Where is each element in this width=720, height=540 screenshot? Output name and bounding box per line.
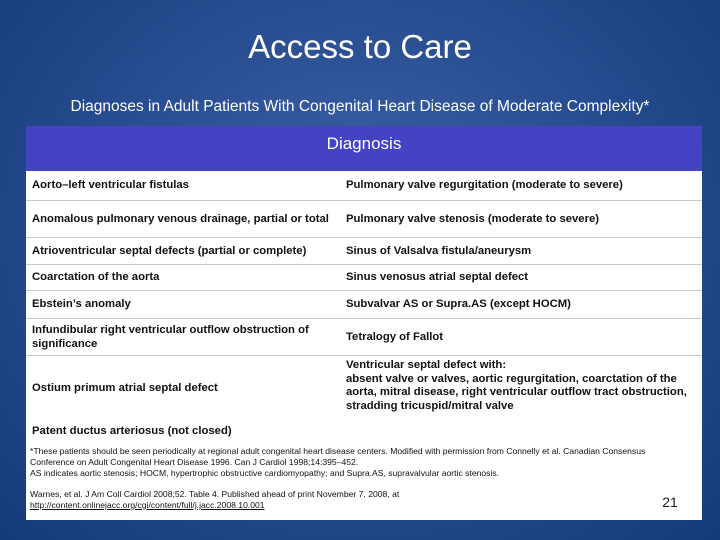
footnote-abbreviations: AS indicates aortic stenosis; HOCM, hypertrophic obstructive cardiomyopathy; and Supra.AS, supravalvular aortic stenosis. [30,468,500,478]
diagnosis-cell: Coarctation of the aorta [32,271,160,284]
citation-text: Warnes, et al. J Am Coll Cardiol 2008;52. Table 4. Published ahead of print November 7, 2008, at [30,489,400,499]
table-row [26,171,702,200]
diagnosis-cell: Subvalvar AS or Supra.AS (except HOCM) [346,298,571,311]
citation [30,489,590,511]
diagnosis-cell: Atrioventricular septal defects (partial or complete) [32,244,307,257]
table-row [26,264,702,291]
diagnosis-cell: Ostium primum atrial septal defect [32,381,218,394]
diagnosis-cell: Anomalous pulmonary venous drainage, partial or total [32,212,329,225]
page-number: 21 [662,494,678,510]
vsd-details: absent valve or valves, aortic regurgitation, coarctation of the aorta, mitral disease, right ventricular outflow tract obstruction, stradding tricuspid/mitral valve [346,372,687,412]
diagnosis-cell: Sinus of Valsalva fistula/aneurysm [346,244,532,257]
footnote-line: *These patients should be seen periodically at regional adult congenital heart disease centers. Modified with permission from Connelly et al. Canadian Consensus Conference on Adult Congenital Heart Disease 1996. Can J Cardiol 1998;14:395–452. [30,446,646,467]
footnote-area [26,444,702,520]
diagnosis-cell: Pulmonary valve stenosis (moderate to severe) [346,212,600,225]
table-caption: Diagnoses in Adult Patients With Congenital Heart Disease of Moderate Complexity* [70,98,650,115]
diagnosis-cell: Aorto–left ventricular fistulas [32,178,189,191]
vsd-heading: Ventricular septal defect with: [346,359,507,371]
diagnosis-table [26,171,702,444]
citation-link[interactable]: http://content.onlinejacc.org/cgi/content/full/j.jacc.2008.10.001 [30,500,265,510]
table-row [26,200,702,238]
diagnosis-cell: Sinus venosus atrial septal defect [346,271,529,284]
table-row [26,318,702,356]
table-row [26,420,702,444]
diagnosis-cell: Ebstein’s anomaly [32,298,131,311]
diagnosis-cell: Patent ductus arteriosus (not closed) [32,425,232,438]
ventricular-septal-defect-cell [346,356,696,421]
diagnosis-cell: Infundibular right ventricular outflow obstruction of significance [32,324,309,350]
diagnosis-cell: Tetralogy of Fallot [346,330,444,343]
diagnosis-column-header: Diagnosis [26,126,702,171]
footnote-text [30,446,690,479]
slide-title: Access to Care [248,28,472,65]
diagnosis-cell: Pulmonary valve regurgitation (moderate to severe) [346,178,623,191]
table-row [26,355,702,421]
table-row [26,290,702,319]
table-row [26,237,702,265]
